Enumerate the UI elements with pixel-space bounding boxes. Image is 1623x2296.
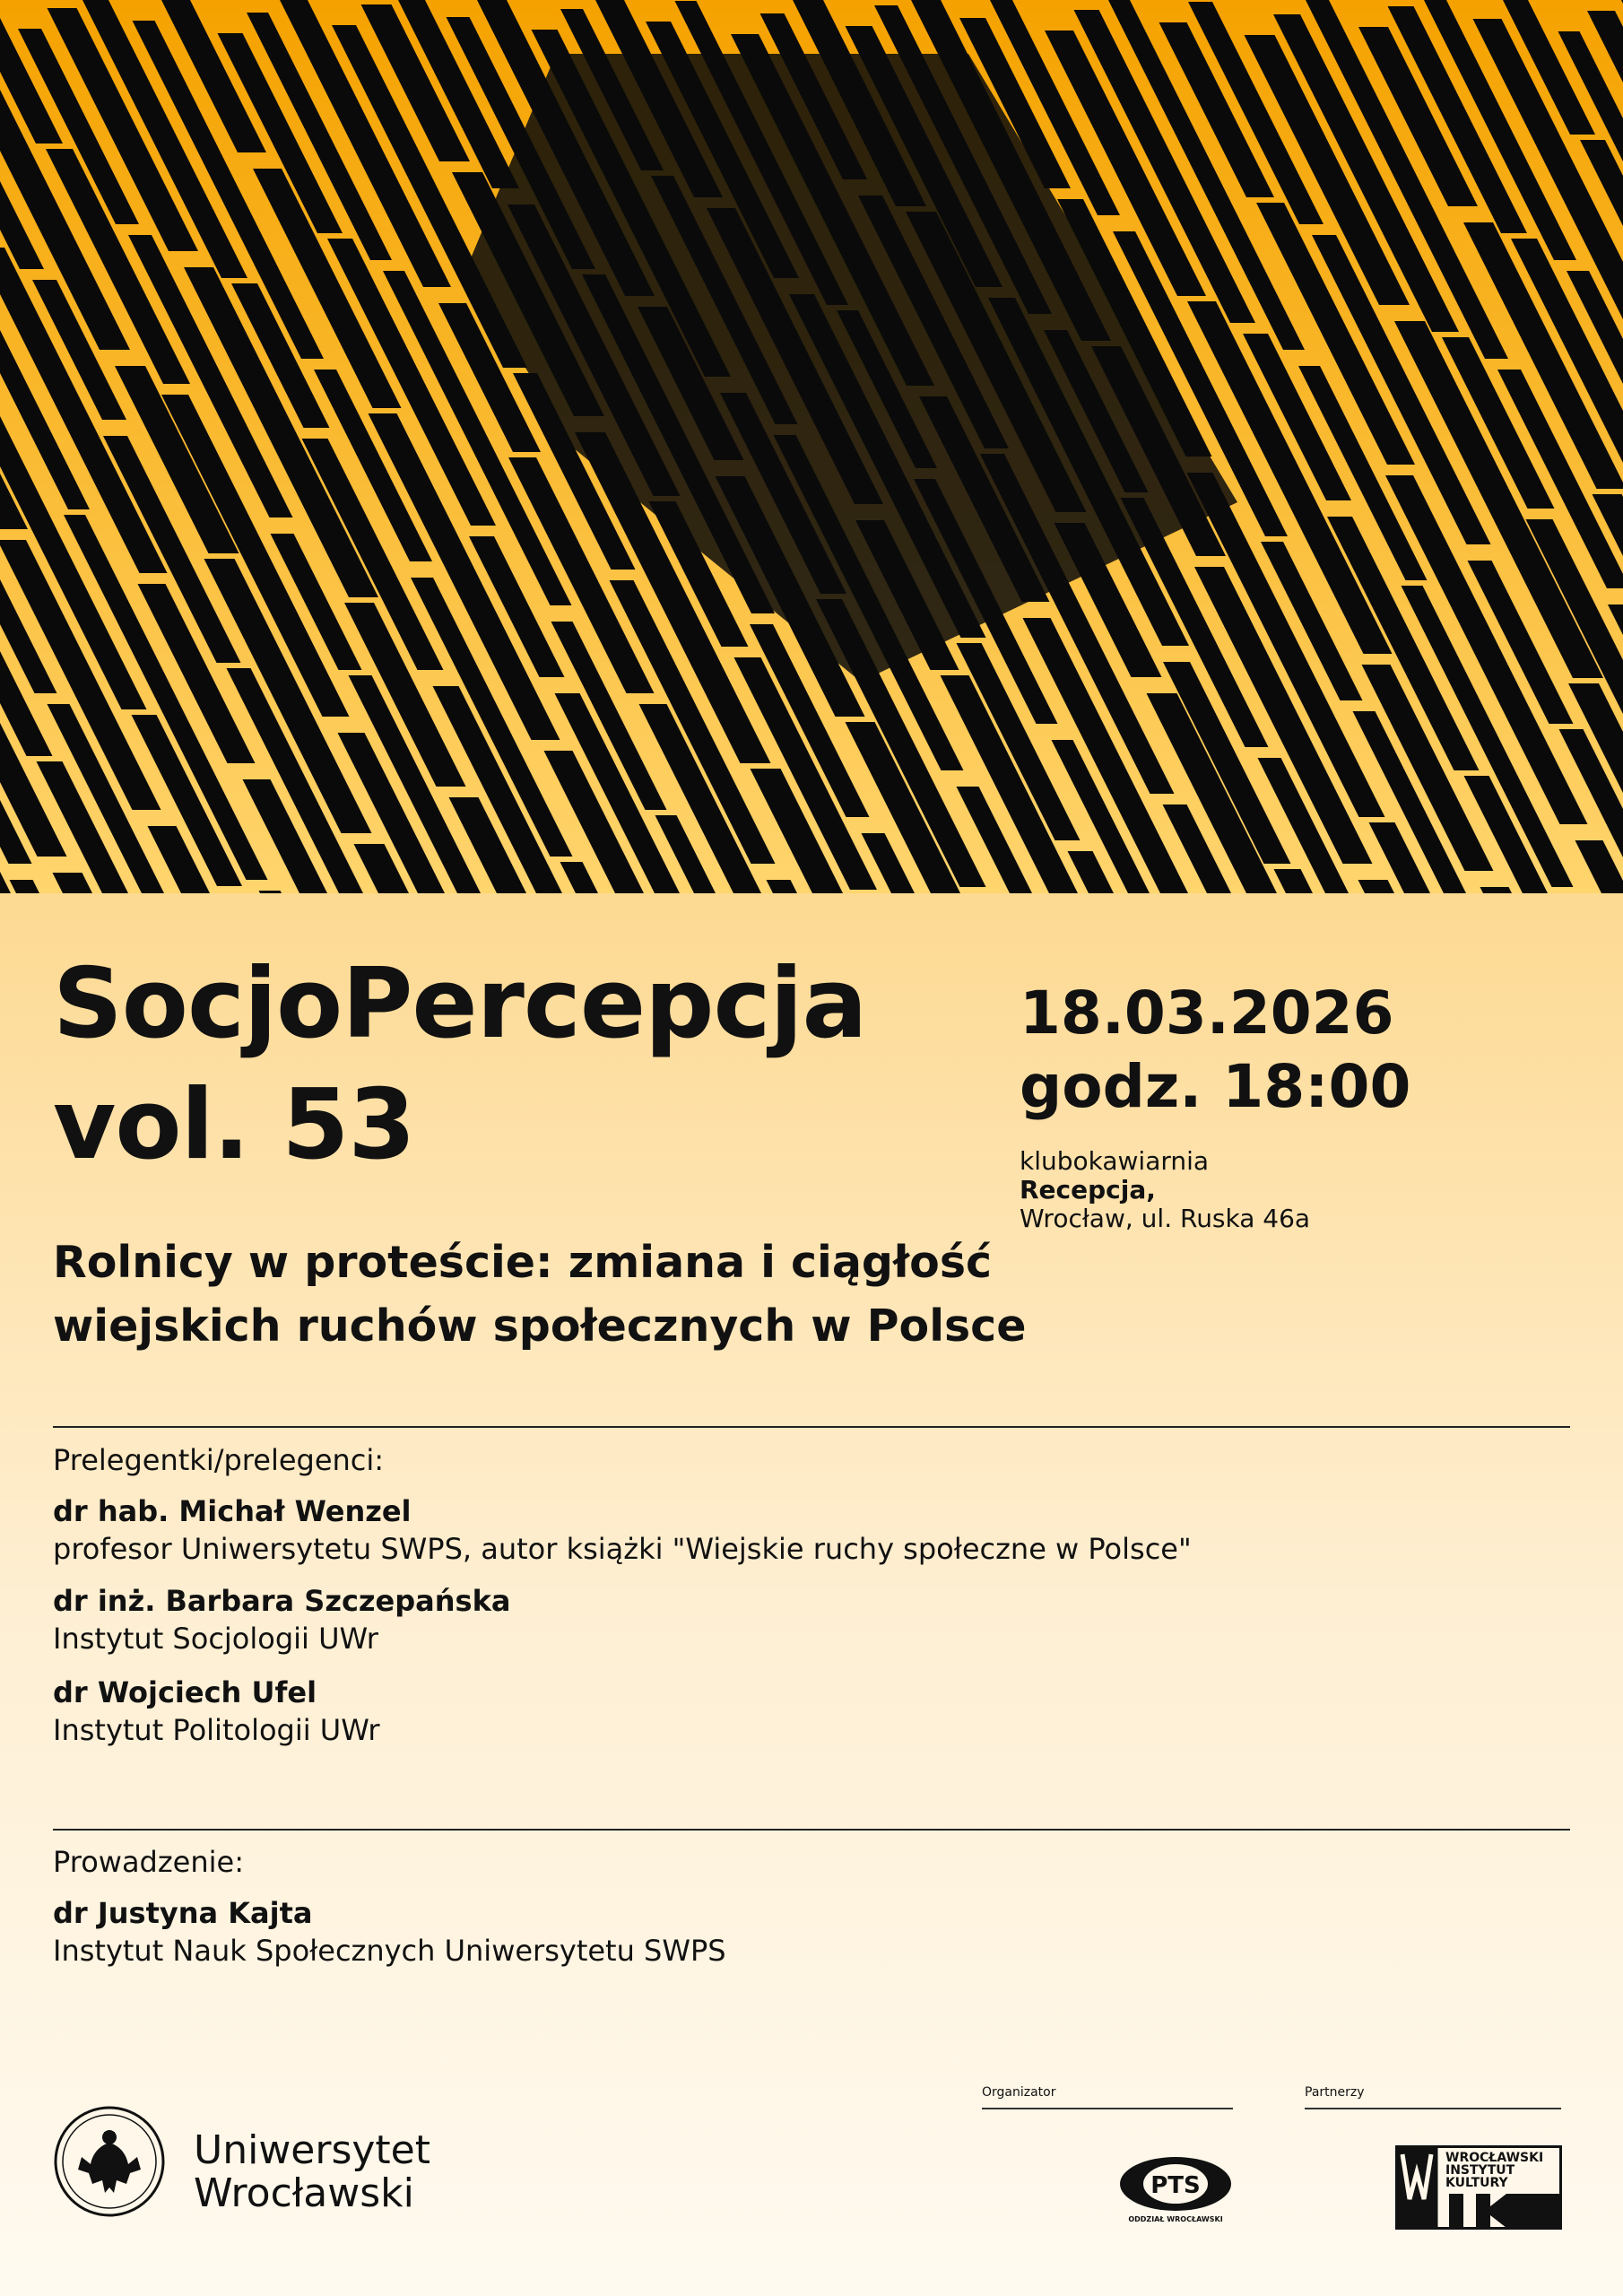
stripe-segment (259, 891, 287, 893)
stripe-segment (1480, 887, 1517, 893)
speaker-name: dr Wojciech Ufel (53, 1675, 317, 1709)
stripe-segment (1358, 880, 1400, 893)
event-date: 18.03.2026 (1020, 978, 1394, 1048)
stripe-segment (10, 880, 45, 893)
moderator-name: dr Justyna Kajta (53, 1896, 313, 1930)
pts-logo (1117, 2152, 1234, 2224)
wik-text-line-3: KULTURY (1445, 2176, 1508, 2190)
university-eagle-logo (53, 2105, 166, 2218)
stripe-segment (560, 862, 603, 893)
wik-logo (1395, 2145, 1562, 2230)
topic-line-2: wiejskich ruchów społecznych w Polsce (53, 1300, 1027, 1352)
speaker-name: dr hab. Michał Wenzel (53, 1494, 412, 1528)
wik-text-line-1: WROCŁAWSKI (1445, 2151, 1544, 2165)
university-name-line-2: Wrocławski (194, 2170, 414, 2216)
divider-speakers (53, 1426, 1570, 1428)
stripe-segment (1575, 840, 1623, 893)
speaker-name: dr inż. Barbara Szczepańska (53, 1584, 511, 1618)
series-title: SocjoPercepcja (53, 948, 867, 1060)
wik-text-line-2: INSTYTUT (1445, 2163, 1515, 2178)
stripe-segment (53, 873, 98, 893)
divider-moderator (53, 1829, 1570, 1831)
volume-number: vol. 53 (53, 1069, 415, 1181)
hero-stripe-pattern (0, 0, 1623, 893)
venue-type: klubokawiarnia (1020, 1146, 1210, 1176)
venue-name (1020, 1175, 1156, 1205)
diagonal-stripes-graphic (0, 0, 1623, 893)
speaker-affiliation: profesor Uniwersytetu SWPS, autor książki "Wiejskie ruchy społeczne w Polsce" (53, 1532, 1192, 1566)
pts-subtitle: ODDZIAŁ WROCŁAWSKI (1128, 2215, 1223, 2223)
moderator-label: Prowadzenie: (53, 1845, 244, 1879)
partners-divider (1305, 2108, 1561, 2109)
stripe-segment (1274, 869, 1318, 893)
speaker-affiliation: Instytut Socjologii UWr (53, 1622, 378, 1656)
venue-name-text: Recepcja, (1020, 1175, 1156, 1205)
topic-line-1: Rolnicy w proteście: zmiana i ciągłość (53, 1237, 993, 1288)
organizer-divider (982, 2108, 1233, 2109)
university-name-line-1: Uniwersytet (194, 2127, 430, 2173)
speakers-label: Prelegentki/prelegenci: (53, 1443, 385, 1477)
pts-logo-text: PTS (1150, 2172, 1201, 2199)
event-time: godz. 18:00 (1020, 1052, 1411, 1121)
venue-address: Wrocław, ul. Ruska 46a (1020, 1204, 1311, 1233)
stripe-segment (767, 880, 803, 893)
organizer-label: Organizator (982, 2085, 1056, 2100)
moderator-affiliation: Instytut Nauk Społecznych Uniwersytetu SWPS (53, 1934, 726, 1968)
speaker-affiliation: Instytut Politologii UWr (53, 1713, 380, 1747)
partners-label: Partnerzy (1305, 2085, 1365, 2100)
